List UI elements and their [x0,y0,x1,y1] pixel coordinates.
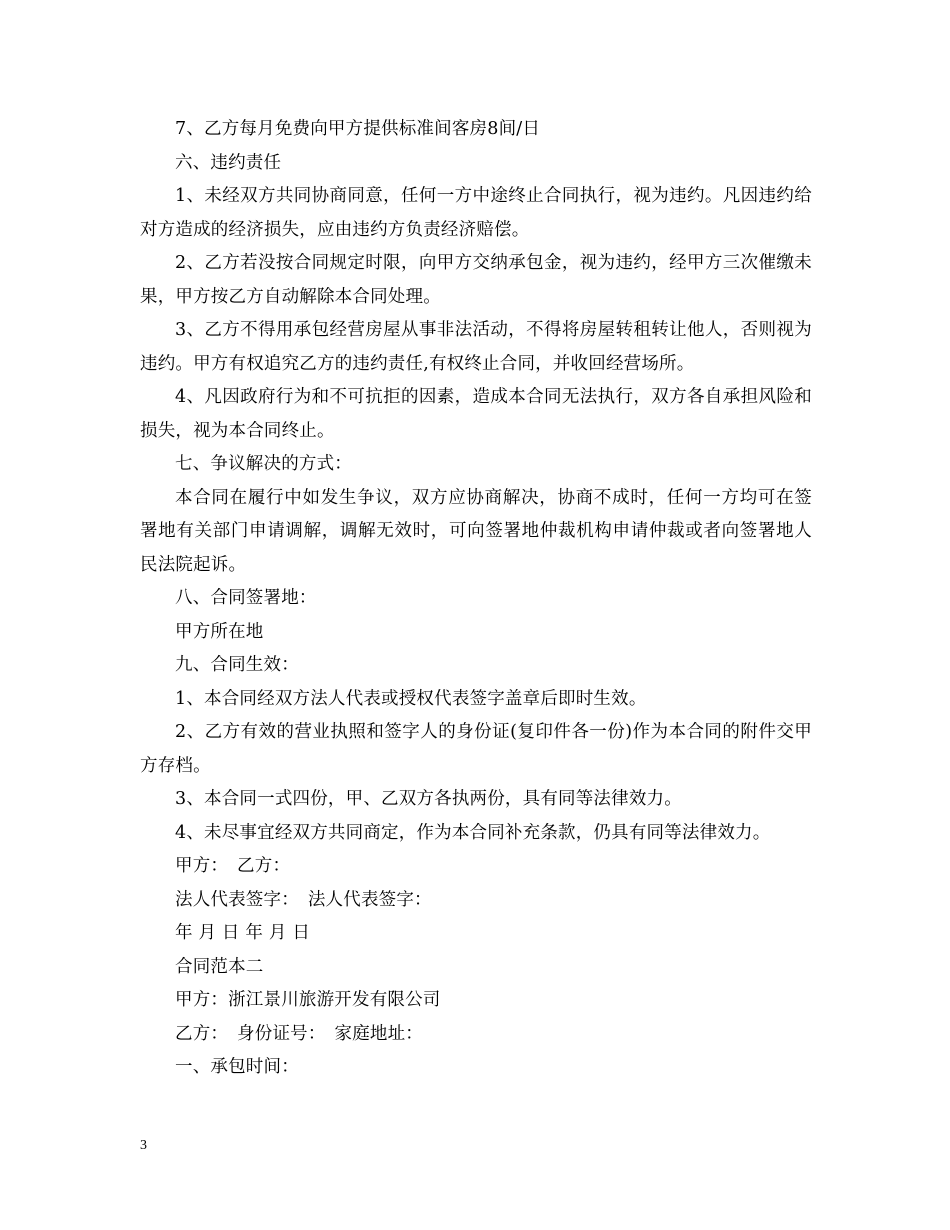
breach-clause-2: 2、乙方若没按合同规定时限，向甲方交纳承包金，视为违约，经甲方三次催缴未果，甲方按乙方自动解除本合同处理。 [140,253,812,307]
signing-place-text: 甲方所在地 [175,621,264,642]
clause-7-free-rooms: 7、乙方每月免费向甲方提供标准间客房8间/日 [175,119,541,139]
section-heading-breach-liability: 六、违约责任 [175,152,282,173]
breach-clause-3: 3、乙方不得用承包经营房屋从事非法活动，不得将房屋转租转让他人，否则视为违约。甲方有权追究乙方的违约责任,有权终止合同，并收回经营场所。 [140,320,812,374]
effectiveness-clause-3: 3、本合同一式四份，甲、乙双方各执两份，具有同等法律效力。 [175,789,682,809]
effectiveness-clause-1: 1、本合同经双方法人代表或授权代表签字盖章后即时生效。 [175,688,647,709]
section-heading-dispute-resolution: 七、争议解决的方式： [175,454,352,474]
document-body [140,113,812,1085]
date-labels: 年 月 日 年 月 日 [175,923,311,943]
party-a-name: 甲方：浙江景川旅游开发有限公司 [175,990,441,1010]
party-labels: 甲方： 乙方： [175,856,291,876]
section-heading-signing-place: 八、合同签署地： [175,588,317,608]
party-b-info: 乙方： 身份证号： 家庭地址： [175,1023,423,1044]
page-number: 3 [140,1138,147,1153]
section-heading-effectiveness: 九、合同生效： [175,655,299,675]
template-two-title: 合同范本二 [175,956,264,977]
effectiveness-clause-2: 2、乙方有效的营业执照和签字人的身份证(复印件各一份)作为本合同的附件交甲方存档。 [140,722,812,776]
breach-clause-1: 1、未经双方共同协商同意，任何一方中途终止合同执行，视为违约。凡因违约给对方造成的经济损失，应由违约方负责经济赔偿。 [140,186,812,240]
effectiveness-clause-4: 4、未尽事宜经双方共同商定，作为本合同补充条款，仍具有同等法律效力。 [175,822,771,843]
signature-labels: 法人代表签字： 法人代表签字： [175,889,432,910]
dispute-resolution-text: 本合同在履行中如发生争议，双方应协商解决，协商不成时，任何一方均可在签署地有关部门申请调解，调解无效时，可向签署地仲裁机构申请仲裁或者向签署地人民法院起诉。 [140,487,812,575]
section-heading-contract-period: 一、承包时间： [175,1057,299,1077]
breach-clause-4: 4、凡因政府行为和不可抗拒的因素，造成本合同无法执行，双方各自承担风险和损失，视为本合同终止。 [140,387,812,441]
